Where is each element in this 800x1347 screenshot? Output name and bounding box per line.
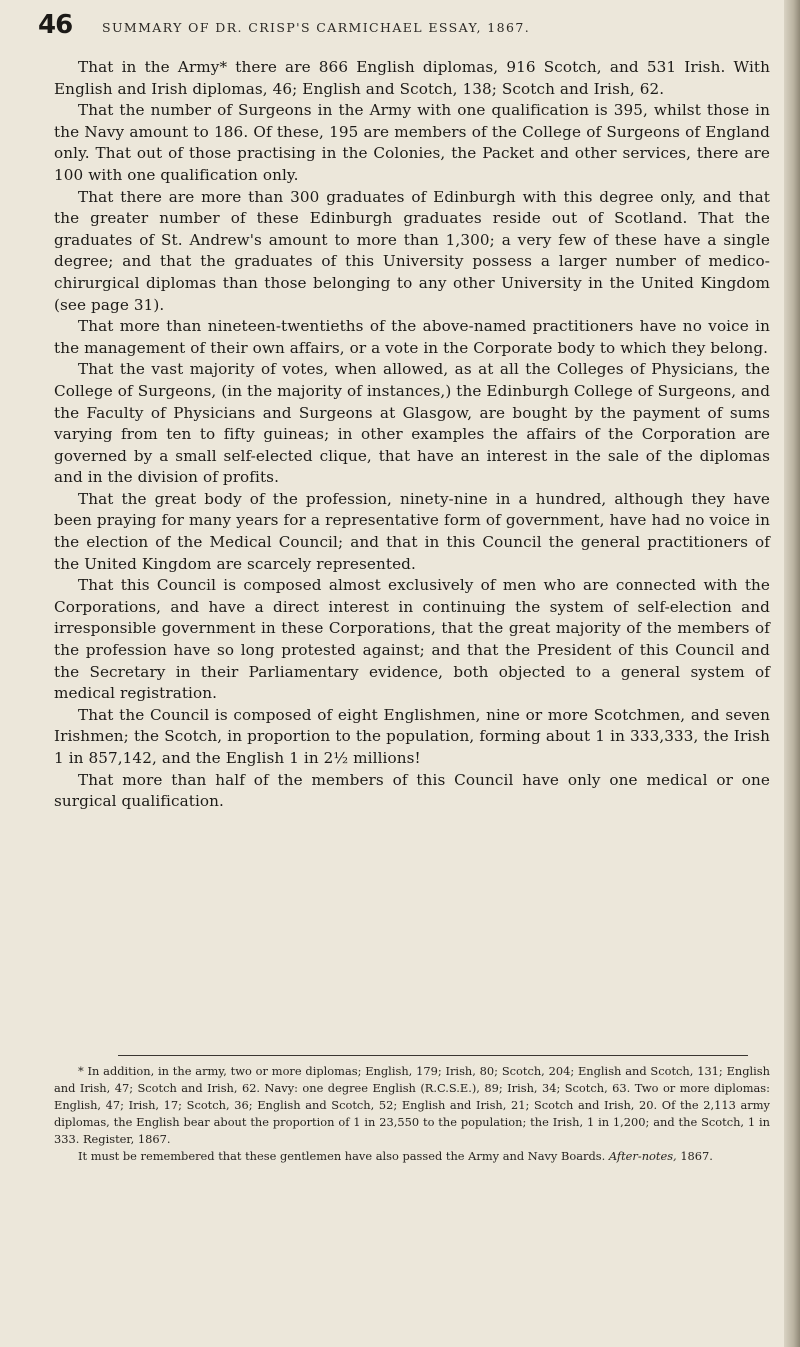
footnote-source: After-notes,: [608, 1149, 677, 1163]
footnote-divider: [118, 1055, 748, 1056]
footnote-year: 1867.: [680, 1149, 713, 1163]
footnote-last-line: [54, 1148, 770, 1165]
footnote-text: * In addition, in the army, two or more diplomas; English, 179; Irish, 80; Scotch, 204; English and Scotch, 131; English and Irish, 47; Scotch and Irish, 62. Navy: one degree English (R.C.S.E.), 89; Irish, 34; Scotch, 63. Two or more diplomas: English, 47; Irish, 17; Scotch, 36; English and Scotch, 52; English and Irish, 21; Scotch and Irish, 20. Of the 2,113 army diplomas, the English bear about the proportion of 1 in 23,550 to the population; the Irish, 1 in 1,200; and the Scotch, 1 in 333. Register, 1867.: [54, 1064, 770, 1146]
page-number: 46: [38, 10, 73, 40]
page-edge-shadow: [784, 0, 800, 1347]
paragraph: That the great body of the profession, ninety-nine in a hundred, although they have been praying for many years for a representative form of government, have had no voice in the election of the Medical Council; and that in this Council the general practitioners of the United Kingdom are scarcely represented.: [54, 489, 770, 573]
paragraph: That more than nineteen-twentieths of the above-named practitioners have no voice in the management of their own affairs, or a vote in the Corporate body to which they belong.: [54, 317, 770, 357]
page-header: [38, 10, 768, 50]
paragraph: That this Council is composed almost exclusively of men who are connected with the Corporations, and have a direct interest in continuing the system of self-election and irresponsible government in these Corporations, that the great majority of the members of the profession have so long protested against; and that the President of this Council and the Secretary in their Parliamentary evidence, both objected to a general system of medical registration.: [54, 576, 770, 703]
paragraph: That the vast majority of votes, when allowed, as at all the Colleges of Physicians, the College of Surgeons, (in the majority of instances,) the Edinburgh College of Surgeons, and the Faculty of Physicians and Surgeons at Glasgow, are bought by the payment of sums varying from ten to fifty guineas; in other examples the affairs of the Corporation are governed by a small self-elected clique, that have an interest in the sale of the diplomas and in the division of profits.: [54, 360, 771, 487]
footnote-remark: It must be remembered that these gentlemen have also passed the Army and Navy Boards.: [78, 1149, 606, 1163]
running-head: SUMMARY OF DR. CRISP'S CARMICHAEL ESSAY, 1867.: [102, 20, 531, 35]
body-text: [54, 57, 770, 813]
paragraph: That more than half of the members of this Council have only one medical or one surgical qualification.: [54, 770, 770, 811]
paragraph: That the Council is composed of eight Englishmen, nine or more Scotchmen, and seven Irishmen; the Scotch, in proportion to the population, forming about 1 in 333,333, the Irish 1 in 857,142, and the English 1 in 2½ millions!: [54, 705, 770, 767]
paragraph: That there are more than 300 graduates of Edinburgh with this degree only, and that the greater number of these Edinburgh graduates reside out of Scotland. That the graduates of St. Andrew's amount to more than 1,300; a very few of these have a single degree; and that the graduates of this University possess a larger number of medico-chirurgical diplomas than those belonging to any other University in the United Kingdom (see page 31).: [54, 187, 770, 314]
paragraph: That in the Army* there are 866 English diplomas, 916 Scotch, and 531 Irish. With English and Irish diplomas, 46; English and Scotch, 138; Scotch and Irish, 62.: [54, 58, 770, 98]
paragraph: That the number of Surgeons in the Army with one qualification is 395, whilst those in the Navy amount to 186. Of these, 195 are members of the College of Surgeons of England only. That out of those practising in the Colonies, the Packet and other services, there are 100 with one qualification only.: [54, 101, 770, 184]
footnote: [54, 1063, 770, 1165]
